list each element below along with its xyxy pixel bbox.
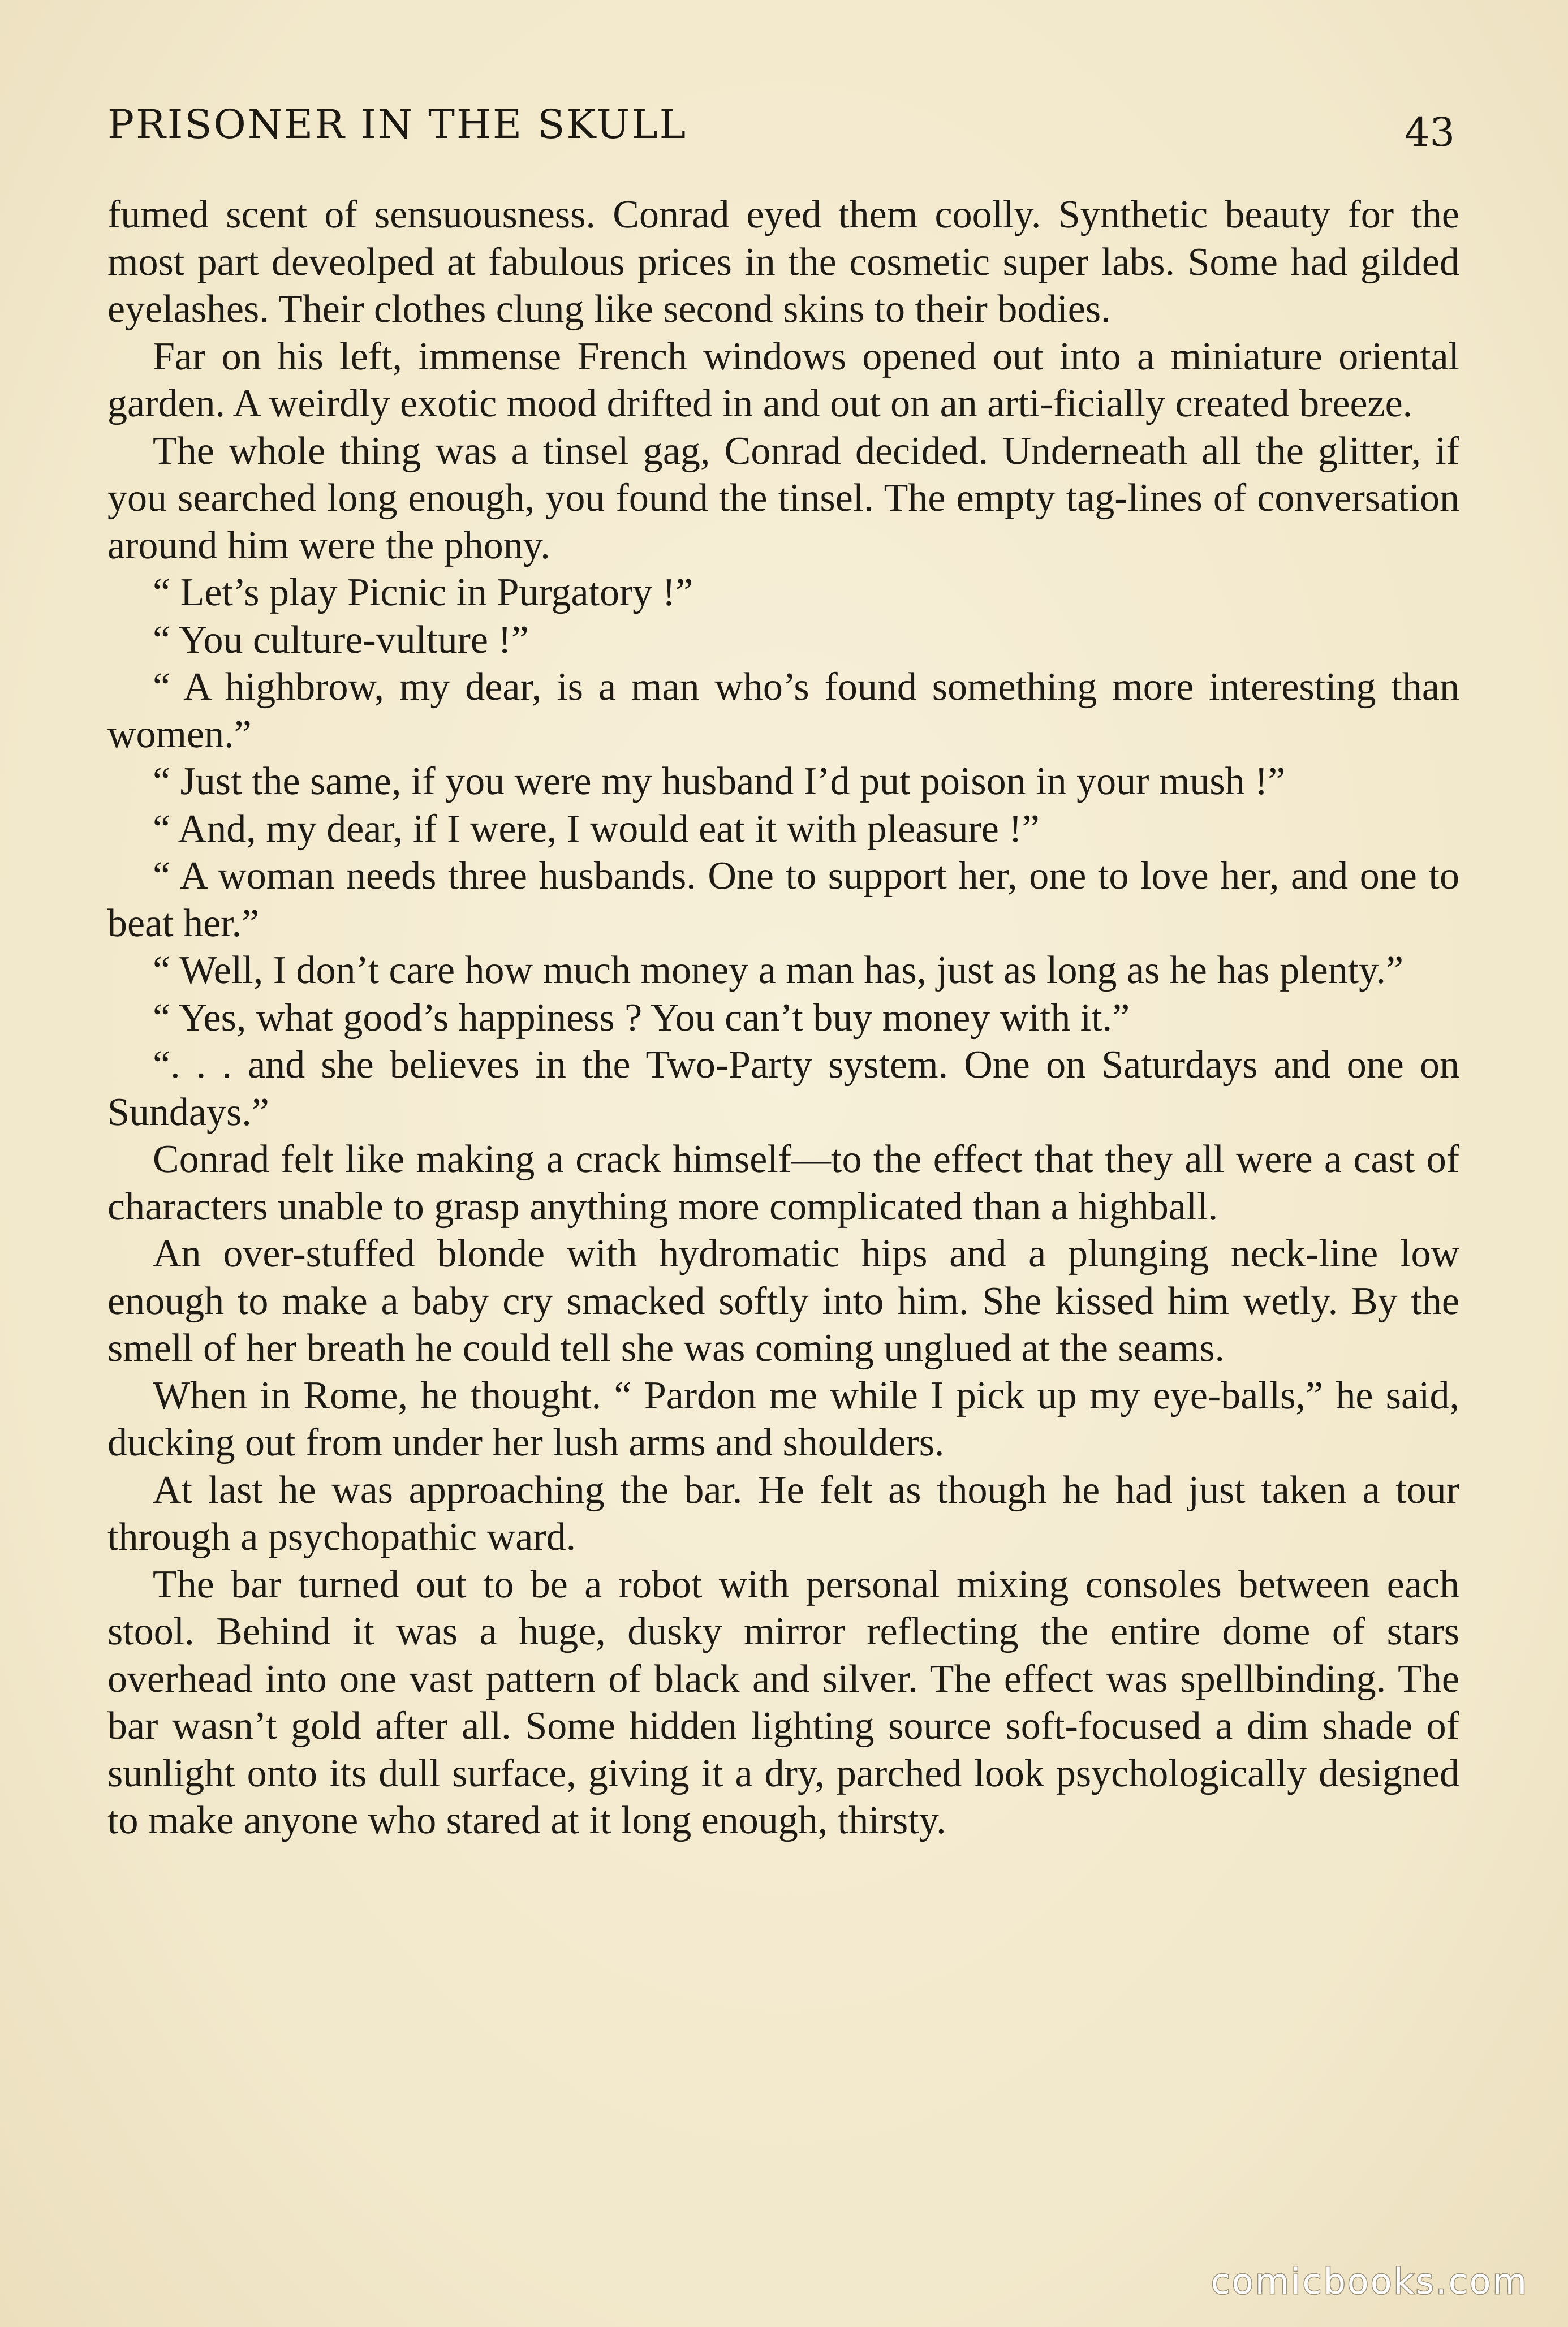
paragraph-13: Conrad felt like making a crack himself—to the effect that they all were a cast of characters unable to grasp anything more complicated than a highball. [107,1137,1459,1229]
paragraph-1: fumed scent of sensuousness. Conrad eyed them coolly. Synthetic beauty for the most part deveolped at fabulous prices in the cosmetic super labs. Some had gilded eyelashes. Their clothes clung like second skins to their bodies. [107,193,1459,331]
paragraph-2: Far on his left, immense French windows opened out into a miniature oriental garden. A weirdly exotic mood drifted in and out on an arti-ficially created breeze. [107,334,1459,425]
dialogue-6: “ A woman needs three husbands. One to support her, one to love her, and one to beat her.” [107,854,1459,945]
site-watermark: comicbooks.com [1211,2261,1528,2302]
page-number: 43 [1404,109,1455,156]
paragraph-15: When in Rome, he thought. “ Pardon me while I pick up my eye-balls,” he said, ducking out from under her lush arms and shoulders. [107,1373,1459,1464]
page-header [107,96,1455,158]
dialogue-3: “ A highbrow, my dear, is a man who’s found something more interesting than women.” [107,665,1459,756]
paragraph-16: At last he was approaching the bar. He felt as though he had just taken a tour through a psychopathic ward. [107,1468,1459,1559]
body-text [107,191,1459,1845]
dialogue-1: “ Let’s play Picnic in Purgatory !” [153,571,693,614]
dialogue-2: “ You culture-vulture !” [153,618,529,662]
dialogue-9: “. . . and she believes in the Two-Party system. One on Saturdays and one on Sundays.” [107,1043,1459,1134]
running-title: PRISONER IN THE SKULL [107,101,688,148]
paragraph-3: The whole thing was a tinsel gag, Conrad decided. Underneath all the glitter, if you searched long enough, you found the tinsel. The empty tag-lines of conversation around him were the phony. [107,429,1459,567]
dialogue-4: “ Just the same, if you were my husband I’d put poison in your mush !” [153,760,1286,803]
paragraph-17: The bar turned out to be a robot with personal mixing consoles between each stool. Behind it was a huge, dusky mirror reflecting the entire dome of stars overhead into one vast pattern of black and silver. The effect was spellbinding. The bar wasn’t gold after all. Some hidden lighting source soft-focused a dim shade of sunlight onto its dull surface, giving it a dry, parched look psychologically designed to make anyone who stared at it long enough, thirsty. [107,1562,1459,1842]
paragraph-14: An over-stuffed blonde with hydromatic hips and a plunging neck-line low enough to make a baby cry smacked softly into him. She kissed him wetly. By the smell of her breath he could tell she was coming unglued at the seams. [107,1232,1459,1370]
dialogue-8: “ Yes, what good’s happiness ? You can’t buy money with it.” [153,996,1130,1040]
dialogue-5: “ And, my dear, if I were, I would eat it with pleasure !” [153,807,1040,851]
dialogue-7: “ Well, I don’t care how much money a man has, just as long as he has plenty.” [153,949,1404,992]
